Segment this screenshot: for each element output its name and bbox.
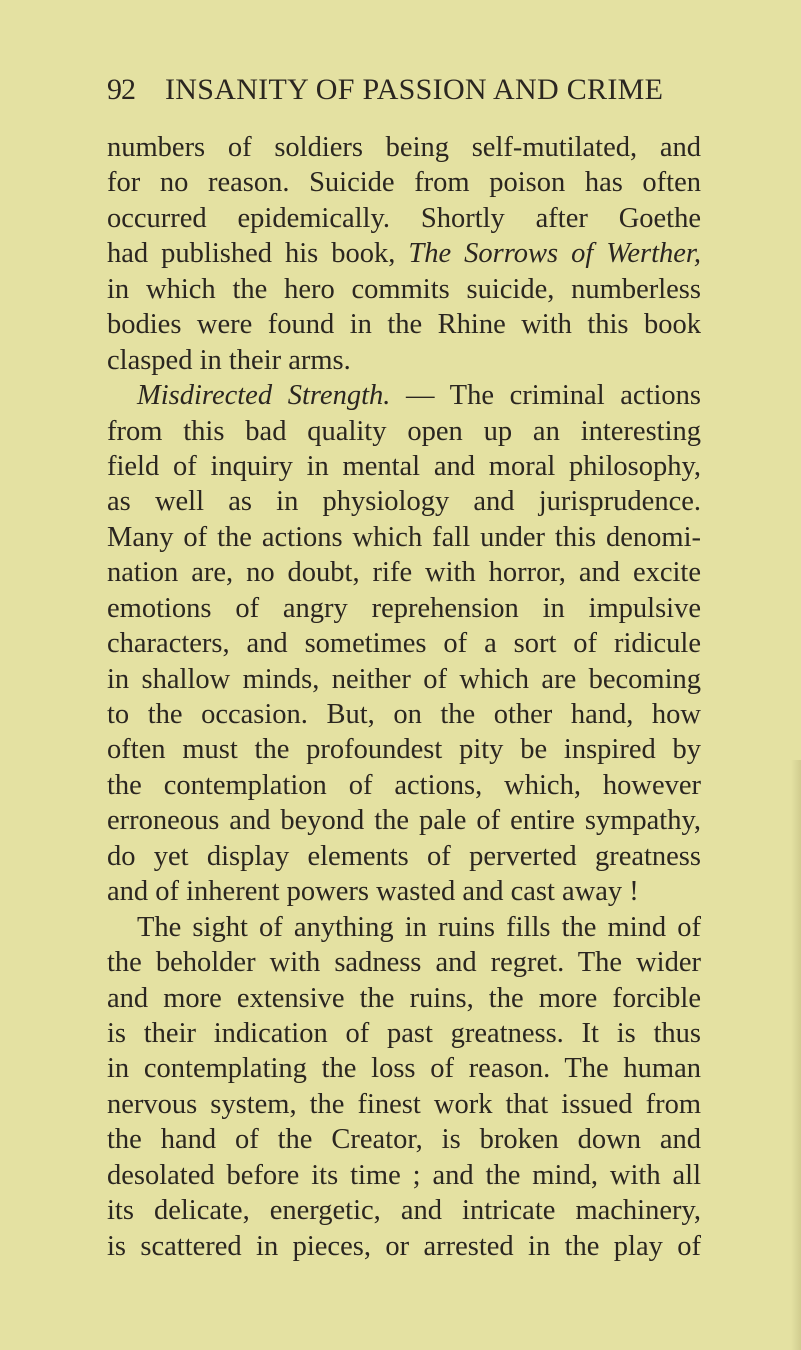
text-line: and of inherent powers wasted and cast away ! <box>107 876 639 908</box>
text-line: for no reason. Suicide from poison has often <box>107 167 701 199</box>
text-line: the beholder with sadness and regret. The wider <box>107 947 701 979</box>
text-line: nation are, no doubt, rife with horror, and excite <box>107 557 701 589</box>
text-line: in contemplating the loss of reason. The human <box>107 1053 701 1085</box>
text-line: is scattered in pieces, or arrested in the play of <box>107 1230 701 1262</box>
running-head: INSANITY OF PASSION AND CRIME <box>165 73 664 106</box>
text-line: do yet display elements of perverted greatness <box>107 840 701 872</box>
text-line: to the occasion. But, on the other hand, how <box>107 699 701 730</box>
text-line: its delicate, energetic, and intricate machinery, <box>107 1195 701 1227</box>
page-number: 92 <box>107 73 135 106</box>
text-line <box>107 378 701 413</box>
text-line: in shallow minds, neither of which are becoming <box>107 663 701 695</box>
text-line: field of inquiry in mental and moral philosophy, <box>107 450 701 482</box>
text-line: erroneous and beyond the pale of entire sympathy, <box>107 805 701 837</box>
text-line <box>107 236 701 271</box>
text-line: and more extensive the ruins, the more forcible <box>107 982 701 1014</box>
page-header <box>107 70 707 110</box>
italic-text: The Sorrows of Werther, <box>408 238 701 270</box>
body-text <box>107 130 701 1264</box>
text-line: bodies were found in the Rhine with this book <box>107 309 701 341</box>
text-line: clasped in their arms. <box>107 344 351 376</box>
text-line: occurred epidemically. Shortly after Goethe <box>107 202 701 234</box>
line-text-before: had published his book, <box>107 238 409 270</box>
text-line: nervous system, the finest work that issued from <box>107 1088 701 1120</box>
text-line: desolated before its time ; and the mind, with all <box>107 1159 701 1191</box>
text-line: numbers of soldiers being self-mutilated, and <box>107 132 701 163</box>
text-line: from this bad quality open up an interesting <box>107 415 701 447</box>
page-edge-shadow <box>791 760 801 1350</box>
line-text-after: — The criminal actions <box>390 380 701 412</box>
text-line: the contemplation of actions, which, however <box>107 769 701 801</box>
text-line: characters, and sometimes of a sort of ridicule <box>107 628 701 660</box>
text-line: in which the hero commits suicide, numberless <box>107 273 701 305</box>
text-line: emotions of angry reprehension in impulsive <box>107 592 701 624</box>
text-line: the hand of the Creator, is broken down and <box>107 1124 701 1156</box>
text-line: is their indication of past greatness. It is thus <box>107 1017 701 1049</box>
text-line: often must the profoundest pity be inspired by <box>107 734 701 766</box>
text-line: as well as in physiology and jurisprudence. <box>107 486 701 518</box>
text-line: Many of the actions which fall under this denomi- <box>107 521 701 553</box>
italic-text: Misdirected Strength. <box>137 380 391 412</box>
text-line: The sight of anything in ruins fills the mind of <box>137 911 701 943</box>
